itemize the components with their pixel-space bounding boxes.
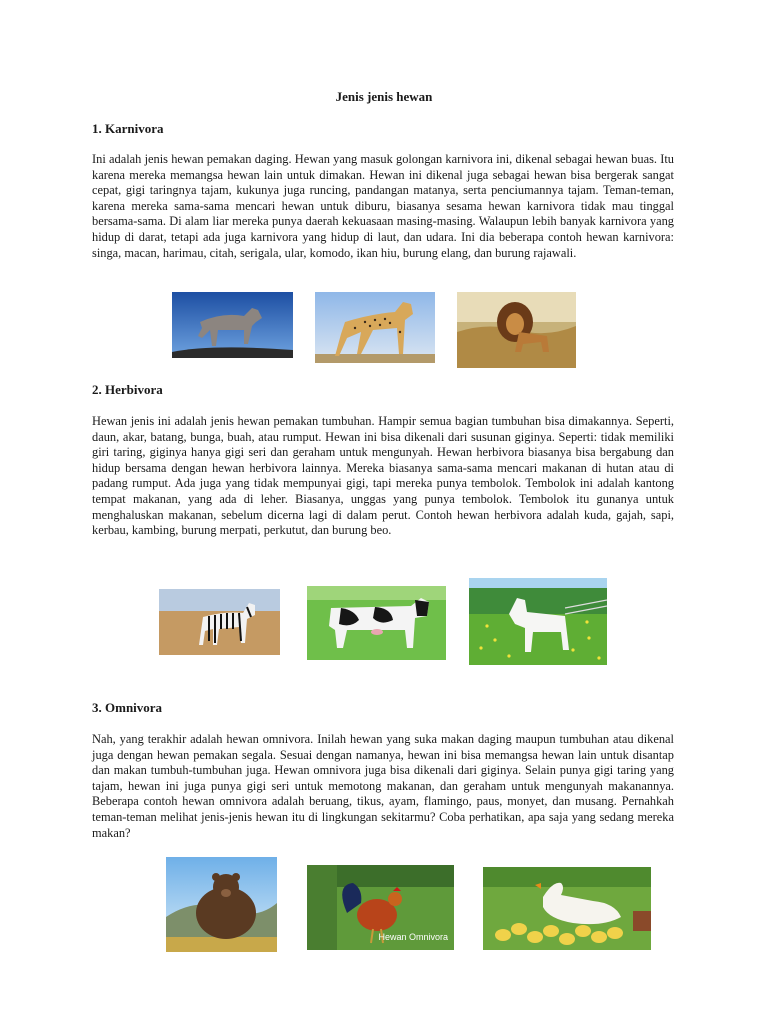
rooster-photo (307, 865, 454, 950)
document-title: Jenis jenis hewan (335, 89, 433, 104)
section-body-herbivora: Hewan jenis ini adalah jenis hewan pemakan tumbuhan. Hampir semua bagian tumbuhan bisa dimakannya. Seperti, daun, akar, batang, bunga, buah, atau rumput. Hewan ini bisa dikenali dari susunan giginya. Seperti: tidak memiliki giri taring, giginya hanya gigi seri dan geraham untuk mengunyah. Hewan herbivora biasanya bisa bergabung dan hidup bersama dengan hewan herbivora lainnya. Mereka biasanya sama-sama mencari makanan di hutan atau di padang rumput. Ada juga yang tidak mempunyai gigi, tapi mereka punya tembolok. Tembolok ini adalah kantong tempat makanan, yang ada di leher. Biasanya, unggas yang punya tembolok. Tembolok itu gunanya untuk menghaluskan makanan, sebelum dicerna lagi di dalam perut. Contoh hewan herbivora adalah kuda, gajah, sapi, kerbau, kambing, burung merpati, perkutut, dan burung beo. (92, 414, 674, 538)
duck-photo (483, 867, 651, 950)
section-body-omnivora: Nah, yang terakhir adalah hewan omnivora. Inilah hewan yang suka makan daging maupun tumbuhan atau dikenal juga dengan hewan pemakan segala. Sesuai dengan namanya, hewan ini bisa memangsa hewan lain untuk disantap dan makan tumbuh-tumbuhan juga. Hewan omnivora juga bisa dikenali dari giginya. Selain punya gigi taring yang tajam, hewan ini juga punya gigi seri untuk memotong makanan, dan geraham untuk mengunyah makanannya. Beberapa contoh hewan omnivora adalah beruang, tikus, ayam, flamingo, paus, monyet, dan musang. Pernahkah teman-teman melihat jenis-jenis hewan itu di lingkungan sekitarmu? Coba perhatikan, apa saja yang sedang mereka makan? (92, 732, 674, 840)
section-heading-herbivora: 2. Herbivora (92, 382, 163, 397)
section-heading-karnivora: 1. Karnivora (92, 121, 164, 136)
zebra-photo (159, 589, 280, 655)
section-body-karnivora: Ini adalah jenis hewan pemakan daging. Hewan yang masuk golongan karnivora ini, dikenal sebagai hewan buas. Itu karena mereka memangsa hewan lain untuk dimakan. Hewan ini dikenal juga sebagai hewan bisa bergerak sangat cepat, gigi taringnya tajam, kukunya juga runcing, pandangan matanya, serta penciumannya tajam. Teman-teman, karena mereka sama-sama mencari hewan untuk diburu, biasanya sesama hewan karnivora tidak mau tinggal bersama-sama. Di alam liar mereka punya daerah kekuasaan masing-masing. Walaupun lebih banyak karnivora yang hidup di darat, tetapi ada juga karnivora yang hidup di laut, dan udara. Ini dia beberapa contoh hewan karnivora: singa, macan, harimau, citah, serigala, ular, komodo, ikan hiu, burung elang, dan burung rajawali. (92, 152, 674, 260)
photo-caption: Hewan Omnivora (378, 932, 448, 942)
wolf-photo (172, 292, 293, 358)
cheetah-photo (315, 292, 435, 363)
lion-photo (457, 292, 576, 368)
goat-photo (469, 578, 607, 665)
cow-photo (307, 586, 446, 660)
bear-photo (166, 857, 277, 952)
section-heading-omnivora: 3. Omnivora (92, 700, 163, 715)
